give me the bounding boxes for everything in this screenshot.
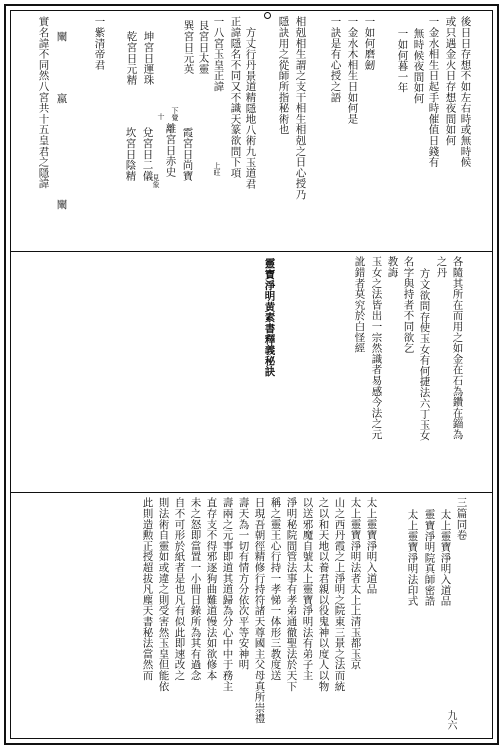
seal-glyph: 闡 <box>55 199 68 210</box>
text-column: 之丹 <box>435 256 448 278</box>
text-column: 相剋相生謂之支干相生相剋之日心授乃 <box>294 16 307 200</box>
text-column: 一金水相生日起手時催值日錢有 <box>427 16 440 168</box>
text-column: 三篇同卷 <box>455 497 468 541</box>
text-column: 則法術自靈如或違之則受害然玉皇但能依 <box>157 497 170 692</box>
text-column: 後日日存想不如左右時或無時候 <box>459 16 472 168</box>
section-title: 靈寶淨明黄素書釋義秘訣 <box>263 258 276 377</box>
text-column: 直存支不得邪逐狗曲難道慢法如欲修本 <box>205 497 218 681</box>
text-column: 一如何磨劒 <box>363 16 376 70</box>
text-column: 之以和天地以養君親以役鬼神以度人以物 <box>317 497 330 692</box>
text-column: 兌宮日二儀 <box>141 127 154 181</box>
text-column: 或只遇金火日存想夜間如何 <box>444 16 457 146</box>
text-column: 一八宮玉皇正諱 <box>212 16 225 92</box>
text-column: 巽宮日元英 <box>182 20 195 74</box>
text-column: 太上靈寶淨明入道品 <box>439 509 452 607</box>
text-column: 隱訣用之從師所指秘術也 <box>277 16 290 135</box>
text-column: 方文欲問存使玉女有何捷法六丁玉女 <box>418 268 431 441</box>
text-column: 自不可形於紙者是也凡有似此即速改之 <box>173 497 186 681</box>
text-column: 各隨其所在而用之如金在石為鑽在錙為 <box>451 256 464 440</box>
text-column: 乾宮日元精 <box>125 31 138 85</box>
text-column: 淨明秘院間管法事有孝弟通徹聖法於天下 <box>285 497 298 692</box>
panel-bottom <box>11 492 492 739</box>
text-column: 坎宮日陰精 <box>124 127 137 181</box>
text-column: 玉女之法皆出一宗然識者易感今法之元 <box>370 256 383 440</box>
text-column: 稱之靈王心行持一孝悌一体形三教度送 <box>269 497 282 681</box>
panel-top <box>11 11 492 248</box>
text-column: 日現吾朝徑精修行持符諸天尊國主父母真所崇禮 <box>253 497 266 724</box>
text-column: 名字與持者不同欲乞 <box>402 256 415 354</box>
text-column: 艮宮日太靈 <box>197 20 210 74</box>
text-column: 山之西丹霞之上淨明之院東三景之法而統 <box>333 497 346 692</box>
text-column: 方丈行丹景道精隱地八術九玉道君 <box>244 27 257 189</box>
text-column: 霞宮日尚寶 <box>181 127 194 181</box>
text-column: 靈寶淨明院真師密誥 <box>423 509 436 607</box>
text-column: 一紫清帝君 <box>93 16 106 70</box>
text-column: 無時候夜間如何 <box>412 28 425 104</box>
text-column: 教誨 <box>386 256 399 278</box>
annotation: 上旺 <box>213 162 221 176</box>
circle-marker <box>261 11 273 21</box>
annotation: 十 <box>157 113 165 120</box>
text-column: 太上靈寶淨明法者太上上清玉都玉京 <box>349 497 362 670</box>
text-column: 此則造勲正授超拔凡塵天書秘法當然而 <box>141 497 154 681</box>
text-column: 訛錯者莫究於白怪經 <box>353 256 366 354</box>
seal-glyph: 闡 <box>55 31 68 42</box>
text-column: 壽兩之元事即道其道歸為分心中中于務主 <box>221 497 234 692</box>
panel-middle <box>11 251 492 490</box>
text-column: 正諱隱名不同又不識天篆欲問下項 <box>229 16 242 178</box>
text-column: 一訣是有心授之語 <box>329 16 342 103</box>
text-column: 太上靈寶淨明法印式 <box>406 509 419 607</box>
annotation: 見象 <box>152 174 160 188</box>
text-column: 一如何暮一年 <box>396 28 409 93</box>
text-column: 實名諱不同然八宮共十五皇君之隱諱 <box>37 16 50 189</box>
annotation: 下覺 <box>171 107 179 121</box>
text-column: 壽天為一切有情方分依次平等安神明 <box>237 497 250 670</box>
text-column: 太上靈寶淨明入道品 <box>365 497 378 595</box>
text-column: 未之怒即當置一小冊日錄所為其有過念 <box>189 497 202 681</box>
seal-glyph: 嬴 <box>55 93 68 104</box>
text-column: 以送邪魔自號太上靈寶淨明法有弟子主 <box>301 497 314 681</box>
text-column: 離宮日赤史 <box>164 123 177 177</box>
page-number: 九六 <box>445 710 456 730</box>
text-column: 坤宮日運珠 <box>142 31 155 85</box>
text-column: 一金水木相生日如何是 <box>346 16 359 124</box>
